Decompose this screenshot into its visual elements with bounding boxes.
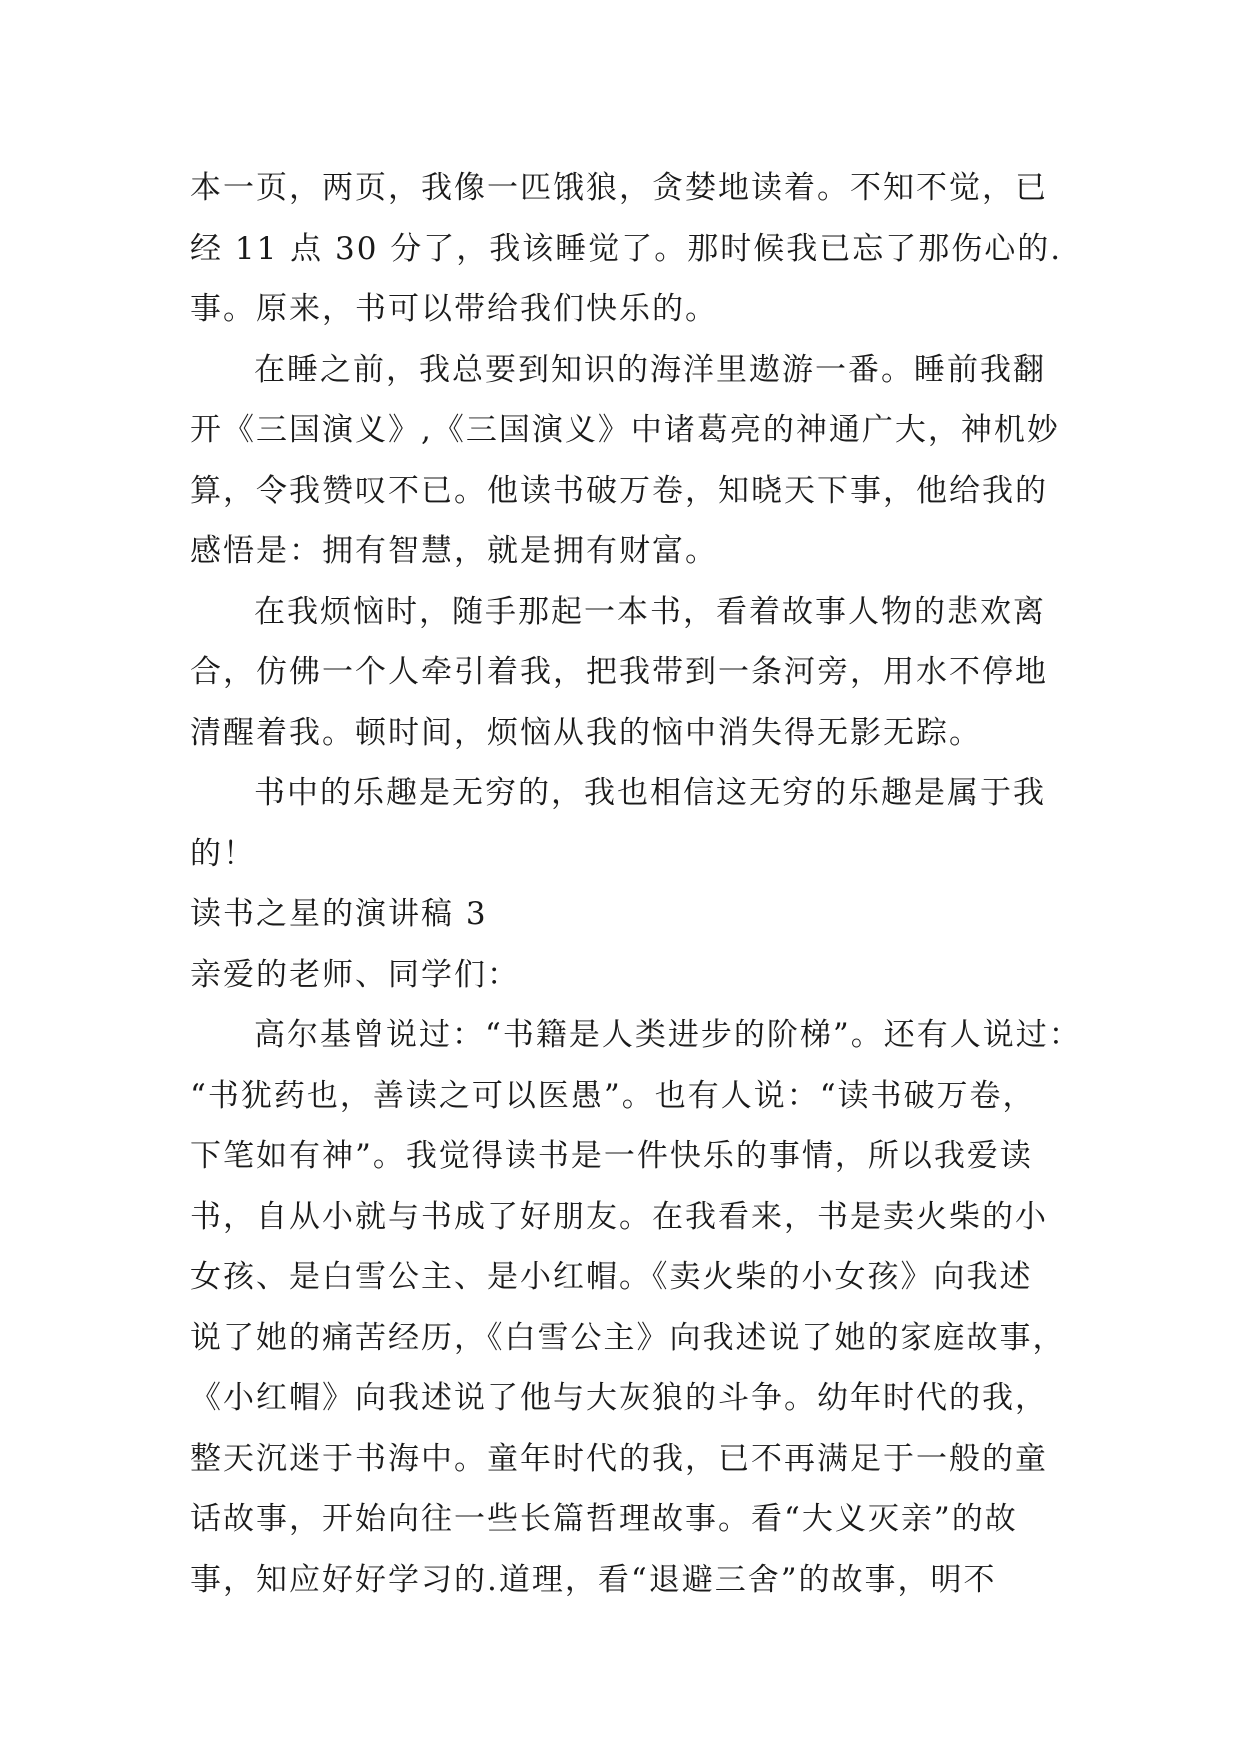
text-line: 《小红帽》向我述说了他与大灰狼的斗争。幼年时代的我， (190, 1380, 1048, 1416)
text-line: 开《三国演义》,《三国演义》中诸葛亮的神通广大，神机妙 (190, 412, 1060, 448)
text-line: 清醒着我。顿时间，烦恼从我的恼中消失得无影无踪。 (190, 714, 982, 751)
section-heading: 读书之星的演讲稿 3 (190, 896, 488, 932)
text-line: 合，仿佛一个人牵引着我，把我带到一条河旁，用水不停地 (190, 654, 1048, 690)
text-line: 事，知应好好学习的.道理，看“退避三舍”的故事，明不 (190, 1561, 997, 1598)
text-line: 经 11 点 30 分了，我该睡觉了。那时候我已忘了那伤心的. (190, 230, 1063, 267)
text-line: 的！ (190, 835, 256, 872)
text-line: 下笔如有神”。我觉得读书是一件快乐的事情，所以我爱读 (190, 1138, 1033, 1174)
text-line: 说了她的痛苦经历，《白雪公主》向我述说了她的家庭故事， (190, 1319, 1066, 1356)
text-line: 本一页，两页，我像一匹饿狼，贪婪地读着。不知不觉，已 (190, 170, 1048, 206)
text-line: “书犹药也，善读之可以医愚”。也有人说：“读书破万卷， (190, 1077, 1036, 1114)
text-line: 话故事，开始向往一些长篇哲理故事。看“大义灭亲”的故 (190, 1501, 1018, 1537)
document-body (190, 158, 1082, 1610)
text-line: 算，令我赞叹不已。他读书破万卷，知晓天下事，他给我的 (190, 472, 1048, 509)
text-line: 感悟是：拥有智慧，就是拥有财富。 (190, 533, 718, 569)
text-line: 书中的乐趣是无穷的，我也相信这无穷的乐趣是属于我 (254, 775, 1046, 811)
text-line: 女孩、是白雪公主、是小红帽。《卖火柴的小女孩》向我述 (190, 1259, 1033, 1295)
text-line: 高尔基曾说过：“书籍是人类进步的阶梯”。还有人说过： (254, 1017, 1082, 1053)
text-line: 事。原来，书可以带给我们快乐的。 (190, 291, 718, 327)
text-line: 在我烦恼时，随手那起一本书，看着故事人物的悲欢离 (254, 593, 1046, 630)
salutation: 亲爱的老师、同学们： (190, 956, 520, 993)
text-line: 在睡之前，我总要到知识的海洋里遨游一番。睡前我翻 (254, 351, 1046, 388)
text-line: 整天沉迷于书海中。童年时代的我，已不再满足于一般的童 (190, 1440, 1048, 1477)
text-line: 书，自从小就与书成了好朋友。在我看来，书是卖火柴的小 (190, 1198, 1048, 1235)
